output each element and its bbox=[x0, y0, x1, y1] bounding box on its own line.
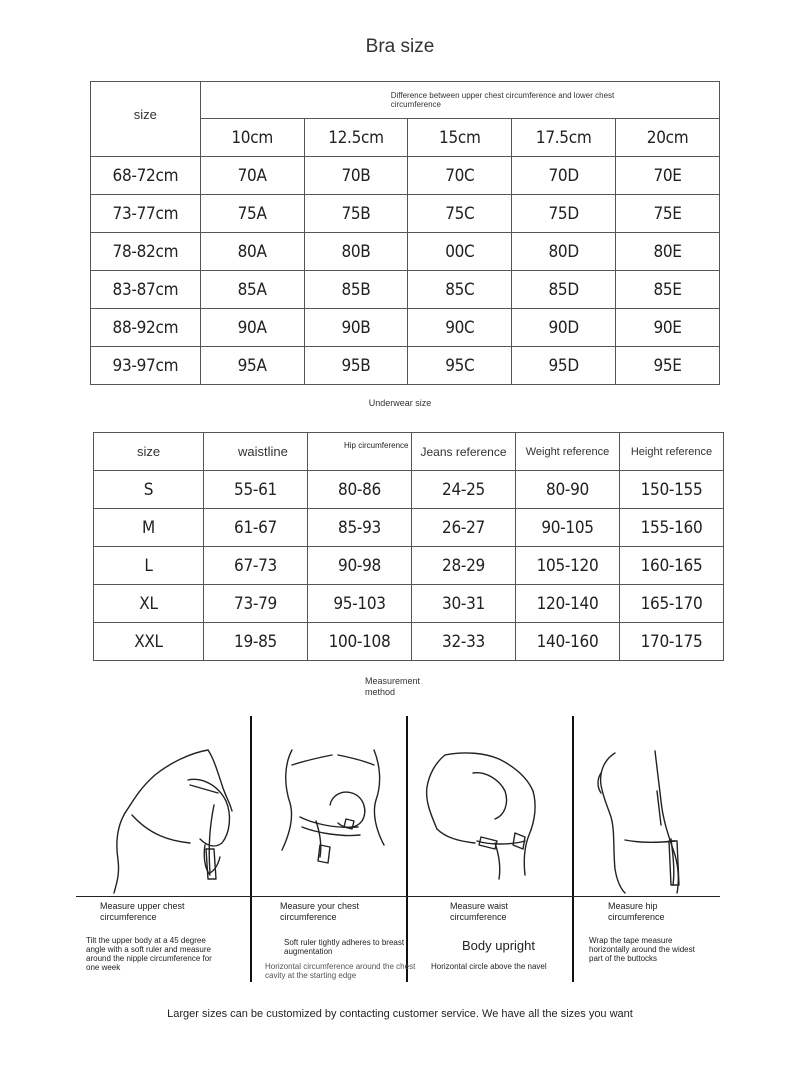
value-cell: 155-160 bbox=[620, 509, 724, 547]
hip-figure bbox=[585, 745, 715, 895]
value-cell: 80-90 bbox=[516, 471, 620, 509]
table-row bbox=[91, 157, 720, 195]
upper-chest-figure bbox=[110, 745, 245, 895]
cup-size: 70D bbox=[512, 157, 616, 195]
bra-corner-label: size bbox=[91, 82, 201, 157]
cup-size: 00C bbox=[408, 233, 512, 271]
chest-desc-2: Horizontal circumference around the chest cavity at the starting edge bbox=[265, 962, 416, 980]
footer-note: Larger sizes can be customized by contacting customer service. We have all the sizes you want bbox=[167, 1008, 633, 1020]
underwear-size-table bbox=[93, 432, 724, 661]
value-cell: 120-140 bbox=[516, 585, 620, 623]
bra-size-table bbox=[90, 81, 720, 385]
value-cell: 85-93 bbox=[308, 509, 412, 547]
value-cell: 160-165 bbox=[620, 547, 724, 585]
row-size: 88-92cm bbox=[91, 309, 201, 347]
value-cell: 150-155 bbox=[620, 471, 724, 509]
value-cell: 19-85 bbox=[204, 623, 308, 661]
table-row bbox=[94, 547, 724, 585]
size-cell: XL bbox=[94, 585, 204, 623]
diff-col-header: 10cm bbox=[200, 119, 304, 157]
upper-chest-desc: Tilt the upper body at a 45 degree angle with a soft ruler and measure around the nipple circumference for one week bbox=[86, 936, 212, 972]
table-row bbox=[91, 309, 720, 347]
value-cell: 95-103 bbox=[308, 585, 412, 623]
value-cell: 24-25 bbox=[412, 471, 516, 509]
row-size: 93-97cm bbox=[91, 347, 201, 385]
cup-size: 90C bbox=[408, 309, 512, 347]
hip-desc: Wrap the tape measure horizontally around the widest part of the buttocks bbox=[589, 936, 695, 963]
value-cell: 80-86 bbox=[308, 471, 412, 509]
col-header-jeans: Jeans reference bbox=[412, 433, 516, 471]
size-cell: M bbox=[94, 509, 204, 547]
cup-size: 80A bbox=[200, 233, 304, 271]
value-cell: 61-67 bbox=[204, 509, 308, 547]
cup-size: 85C bbox=[408, 271, 512, 309]
cup-size: 70A bbox=[200, 157, 304, 195]
value-cell: 28-29 bbox=[412, 547, 516, 585]
cup-size: 80B bbox=[304, 233, 408, 271]
table-row bbox=[91, 195, 720, 233]
row-size: 83-87cm bbox=[91, 271, 201, 309]
cup-size: 90D bbox=[512, 309, 616, 347]
chest-label: Measure your chest circumference bbox=[280, 901, 360, 922]
upper-chest-label: Measure upper chest circumference bbox=[100, 901, 185, 922]
waist-figure bbox=[415, 745, 565, 895]
table-row bbox=[91, 347, 720, 385]
hip-label: Measure hip circumference bbox=[608, 901, 665, 922]
cup-size: 95E bbox=[616, 347, 720, 385]
value-cell: 26-27 bbox=[412, 509, 516, 547]
col-header-height: Height reference bbox=[620, 433, 724, 471]
cup-size: 85E bbox=[616, 271, 720, 309]
waist-desc: Horizontal circle above the navel bbox=[431, 962, 547, 971]
cup-size: 95D bbox=[512, 347, 616, 385]
cup-size: 90A bbox=[200, 309, 304, 347]
diff-col-header: 17.5cm bbox=[512, 119, 616, 157]
baseline-divider bbox=[76, 896, 720, 897]
table-row bbox=[94, 471, 724, 509]
size-cell: L bbox=[94, 547, 204, 585]
cup-size: 75C bbox=[408, 195, 512, 233]
table-row bbox=[94, 585, 724, 623]
col-header-waistline: waistline bbox=[204, 433, 308, 471]
table-row bbox=[91, 271, 720, 309]
value-cell: 90-105 bbox=[516, 509, 620, 547]
underwear-caption: Underwear size bbox=[368, 398, 432, 408]
cup-size: 70E bbox=[616, 157, 720, 195]
cup-size: 85A bbox=[200, 271, 304, 309]
col-header-weight: Weight reference bbox=[516, 433, 620, 471]
cup-size: 85D bbox=[512, 271, 616, 309]
waist-label: Measure waist circumference bbox=[450, 901, 509, 922]
table-row bbox=[94, 509, 724, 547]
cup-size: 80D bbox=[512, 233, 616, 271]
divider bbox=[572, 716, 574, 982]
chest-desc: Soft ruler tightly adheres to breast augmentation bbox=[284, 938, 405, 956]
value-cell: 32-33 bbox=[412, 623, 516, 661]
col-header-size: size bbox=[94, 433, 204, 471]
cup-size: 70C bbox=[408, 157, 512, 195]
value-cell: 90-98 bbox=[308, 547, 412, 585]
cup-size: 80E bbox=[616, 233, 720, 271]
value-cell: 140-160 bbox=[516, 623, 620, 661]
cup-size: 95C bbox=[408, 347, 512, 385]
table-row bbox=[91, 233, 720, 271]
cup-size: 95A bbox=[200, 347, 304, 385]
difference-header: Difference between upper chest circumference and lower chest circumference bbox=[200, 82, 719, 119]
row-size: 68-72cm bbox=[91, 157, 201, 195]
chest-figure bbox=[262, 745, 402, 895]
size-cell: XXL bbox=[94, 623, 204, 661]
cup-size: 70B bbox=[304, 157, 408, 195]
row-size: 78-82cm bbox=[91, 233, 201, 271]
table-row bbox=[94, 623, 724, 661]
cup-size: 75A bbox=[200, 195, 304, 233]
body-upright-label: Body upright bbox=[462, 938, 535, 953]
measurement-caption: Measurement method bbox=[365, 676, 421, 697]
page-title: Bra size bbox=[365, 36, 435, 57]
value-cell: 105-120 bbox=[516, 547, 620, 585]
size-cell: S bbox=[94, 471, 204, 509]
diff-col-header: 12.5cm bbox=[304, 119, 408, 157]
value-cell: 55-61 bbox=[204, 471, 308, 509]
value-cell: 170-175 bbox=[620, 623, 724, 661]
value-cell: 100-108 bbox=[308, 623, 412, 661]
cup-size: 90B bbox=[304, 309, 408, 347]
cup-size: 75E bbox=[616, 195, 720, 233]
value-cell: 67-73 bbox=[204, 547, 308, 585]
col-header-hip: Hip circumference bbox=[308, 433, 412, 471]
cup-size: 75B bbox=[304, 195, 408, 233]
diff-col-header: 20cm bbox=[616, 119, 720, 157]
divider bbox=[250, 716, 252, 982]
value-cell: 165-170 bbox=[620, 585, 724, 623]
value-cell: 30-31 bbox=[412, 585, 516, 623]
row-size: 73-77cm bbox=[91, 195, 201, 233]
diff-col-header: 15cm bbox=[408, 119, 512, 157]
value-cell: 73-79 bbox=[204, 585, 308, 623]
cup-size: 90E bbox=[616, 309, 720, 347]
cup-size: 85B bbox=[304, 271, 408, 309]
cup-size: 95B bbox=[304, 347, 408, 385]
cup-size: 75D bbox=[512, 195, 616, 233]
